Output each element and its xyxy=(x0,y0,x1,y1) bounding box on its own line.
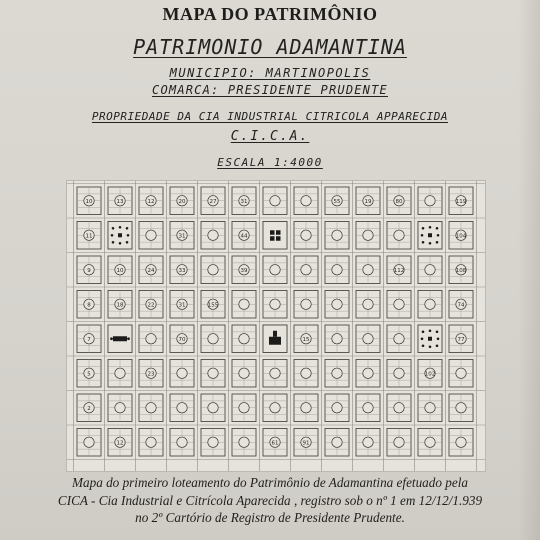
block-number-circle xyxy=(425,437,435,447)
plaza-building xyxy=(118,233,122,237)
plaza-tree xyxy=(437,337,440,340)
block-number-circle xyxy=(332,403,342,413)
block-number-circle xyxy=(394,403,404,413)
block-number-circle xyxy=(177,403,187,413)
block-number: 112 xyxy=(393,267,405,274)
block-number: 31 xyxy=(240,198,248,205)
plaza-tree xyxy=(119,226,122,229)
plaza-building xyxy=(428,233,432,237)
plaza-tree xyxy=(436,344,439,347)
block-number: 31 xyxy=(178,233,186,240)
caption-line-2: CICA - Cia Industrial e Citrícola Aparecida , registro sob o nº 1 em 12/12/1.939 xyxy=(57,492,483,508)
block-number: 44 xyxy=(240,233,248,240)
plaza-building xyxy=(276,236,281,241)
block-number: 22 xyxy=(147,302,155,309)
block-number: 61 xyxy=(271,440,279,447)
page-shadow-edge xyxy=(518,0,540,540)
block-number-circle xyxy=(301,230,311,240)
block-number: 15 xyxy=(302,336,310,343)
block-number-circle xyxy=(363,265,373,275)
church-tower xyxy=(273,331,277,337)
block-number-circle xyxy=(363,334,373,344)
block-number: 10 xyxy=(116,267,124,274)
plaza-tree xyxy=(429,226,432,229)
block-number-circle xyxy=(239,403,249,413)
block-number-circle xyxy=(301,265,311,275)
plaza-tree xyxy=(421,234,424,237)
block-number-circle xyxy=(239,368,249,378)
block-number-circle xyxy=(301,196,311,206)
block-number-circle xyxy=(394,299,404,309)
patrimonio-heading xyxy=(0,35,540,59)
plaza-tree xyxy=(119,242,122,245)
block-number-circle xyxy=(270,403,280,413)
block-number-circle xyxy=(239,334,249,344)
block-number-circle xyxy=(363,403,373,413)
block-number: 55 xyxy=(333,198,341,205)
block-number: 104 xyxy=(455,233,467,240)
block-number-circle xyxy=(394,230,404,240)
block-number-circle xyxy=(270,368,280,378)
escala-line xyxy=(0,156,540,169)
block-number-circle xyxy=(270,299,280,309)
block-number-circle xyxy=(208,437,218,447)
block-number-circle xyxy=(115,368,125,378)
plaza-tree xyxy=(422,330,425,333)
block-number-circle xyxy=(425,265,435,275)
block-number: 12 xyxy=(147,198,155,205)
plaza-tree xyxy=(127,234,130,237)
subdivision-map xyxy=(66,180,486,472)
block-number-circle xyxy=(332,437,342,447)
plaza-tree xyxy=(422,344,425,347)
block-number-circle xyxy=(301,403,311,413)
caption-line-3: no 2º Cartório de Registro de Presidente Prudente. xyxy=(135,510,405,525)
plaza-tree xyxy=(110,337,113,340)
plaza-tree xyxy=(111,234,114,237)
plaza-tree xyxy=(429,345,432,348)
block-number: 74 xyxy=(457,302,465,309)
block-number: 5 xyxy=(87,371,91,378)
plaza-tree xyxy=(127,337,130,340)
block-number-circle xyxy=(115,403,125,413)
block-number-circle xyxy=(332,334,342,344)
block-number-circle xyxy=(239,437,249,447)
block-number-circle xyxy=(394,334,404,344)
block-number: 2 xyxy=(87,405,91,412)
block-number: 33 xyxy=(178,267,186,274)
plaza-tree xyxy=(436,227,439,230)
block-number: 155 xyxy=(207,302,219,309)
plaza-building xyxy=(276,230,281,235)
block-number: 13 xyxy=(116,198,124,205)
plaza-tree xyxy=(422,241,425,244)
block-number: 70 xyxy=(178,336,186,343)
plaza-tree xyxy=(422,227,425,230)
block-number-circle xyxy=(146,230,156,240)
patrimonio-text: PATRIMONIO ADAMANTINA xyxy=(133,35,407,59)
block-number: 80 xyxy=(395,198,403,205)
plaza-tree xyxy=(436,241,439,244)
page-title: MAPA DO PATRIMÔNIO xyxy=(162,4,378,24)
sigla-text: C.I.C.A. xyxy=(230,129,310,144)
block-number: 31 xyxy=(178,302,186,309)
block-number-circle xyxy=(456,403,466,413)
plaza-tree xyxy=(126,241,129,244)
block-number-circle xyxy=(394,368,404,378)
plaza-tree xyxy=(437,234,440,237)
escala-text: ESCALA 1:4000 xyxy=(217,156,323,169)
propriedade-text: PROPRIEDADE DA CIA INDUSTRIAL CITRICOLA APPARECIDA xyxy=(91,110,449,123)
block-number-circle xyxy=(425,299,435,309)
block-number-circle xyxy=(363,368,373,378)
comarca-line xyxy=(0,83,540,97)
block-number-circle xyxy=(146,403,156,413)
block-number-circle xyxy=(332,265,342,275)
caption-line-1: Mapa do primeiro loteamento do Patrimônio de Adamantina efetuado pela xyxy=(72,475,468,490)
block-number-circle xyxy=(363,230,373,240)
block-number-circle xyxy=(301,368,311,378)
plaza-building xyxy=(270,236,275,241)
block-number-circle xyxy=(208,334,218,344)
block-number-circle xyxy=(208,368,218,378)
plaza-building xyxy=(428,337,432,341)
church-icon xyxy=(269,337,281,345)
block-number-circle xyxy=(363,437,373,447)
block-number-circle xyxy=(177,368,187,378)
block-number: 24 xyxy=(147,267,155,274)
block-number: 23 xyxy=(147,371,155,378)
comarca-text: COMARCA: PRESIDENTE PRUDENTE xyxy=(152,83,388,97)
block-number-circle xyxy=(332,368,342,378)
block-number-circle xyxy=(177,437,187,447)
plaza-building xyxy=(270,230,275,235)
block-number-circle xyxy=(270,265,280,275)
block-number-circle xyxy=(146,334,156,344)
block-number-circle xyxy=(425,196,435,206)
block-number: 108 xyxy=(455,267,467,274)
plaza-building xyxy=(113,336,127,341)
map-caption xyxy=(0,474,540,527)
plaza-tree xyxy=(429,329,432,332)
plaza-tree xyxy=(112,241,115,244)
block-number: 19 xyxy=(364,198,372,205)
lot-grid xyxy=(67,181,485,471)
block-number: 7 xyxy=(87,336,91,343)
block-number-circle xyxy=(456,368,466,378)
block-number: 11 xyxy=(85,233,93,240)
plaza-tree xyxy=(421,337,424,340)
plaza-tree xyxy=(126,227,129,230)
plaza-tree xyxy=(429,242,432,245)
municipio-text: MUNICIPIO: MARTINOPOLIS xyxy=(169,66,371,80)
block-number: 102 xyxy=(424,371,436,378)
block-number: 91 xyxy=(302,440,310,447)
block-number: 27 xyxy=(209,198,217,205)
block-number-circle xyxy=(394,437,404,447)
plaza-tree xyxy=(436,330,439,333)
plaza-tree xyxy=(112,227,115,230)
block-number-circle xyxy=(146,437,156,447)
block-number-circle xyxy=(332,230,342,240)
block-number: 77 xyxy=(457,336,465,343)
block-number: 119 xyxy=(455,198,467,205)
block-number-circle xyxy=(363,299,373,309)
block-number-circle xyxy=(425,403,435,413)
municipio-line xyxy=(0,66,540,80)
block-number-circle xyxy=(332,299,342,309)
block-number: 9 xyxy=(87,267,91,274)
propriedade-line xyxy=(0,110,540,123)
block-number-circle xyxy=(239,299,249,309)
block-number-circle xyxy=(84,437,94,447)
block-number: 20 xyxy=(178,198,186,205)
block-number-circle xyxy=(208,403,218,413)
block-number-circle xyxy=(456,437,466,447)
block-number: 8 xyxy=(87,302,91,309)
block-number-circle xyxy=(208,230,218,240)
block-number: 10 xyxy=(85,198,93,205)
block-number: 39 xyxy=(240,267,248,274)
plaza-block xyxy=(263,222,287,250)
block-number: 18 xyxy=(116,302,124,309)
block-number: 12 xyxy=(116,440,124,447)
sigla-line xyxy=(0,129,540,144)
block-number-circle xyxy=(208,265,218,275)
block-number-circle xyxy=(270,196,280,206)
block-number-circle xyxy=(301,299,311,309)
